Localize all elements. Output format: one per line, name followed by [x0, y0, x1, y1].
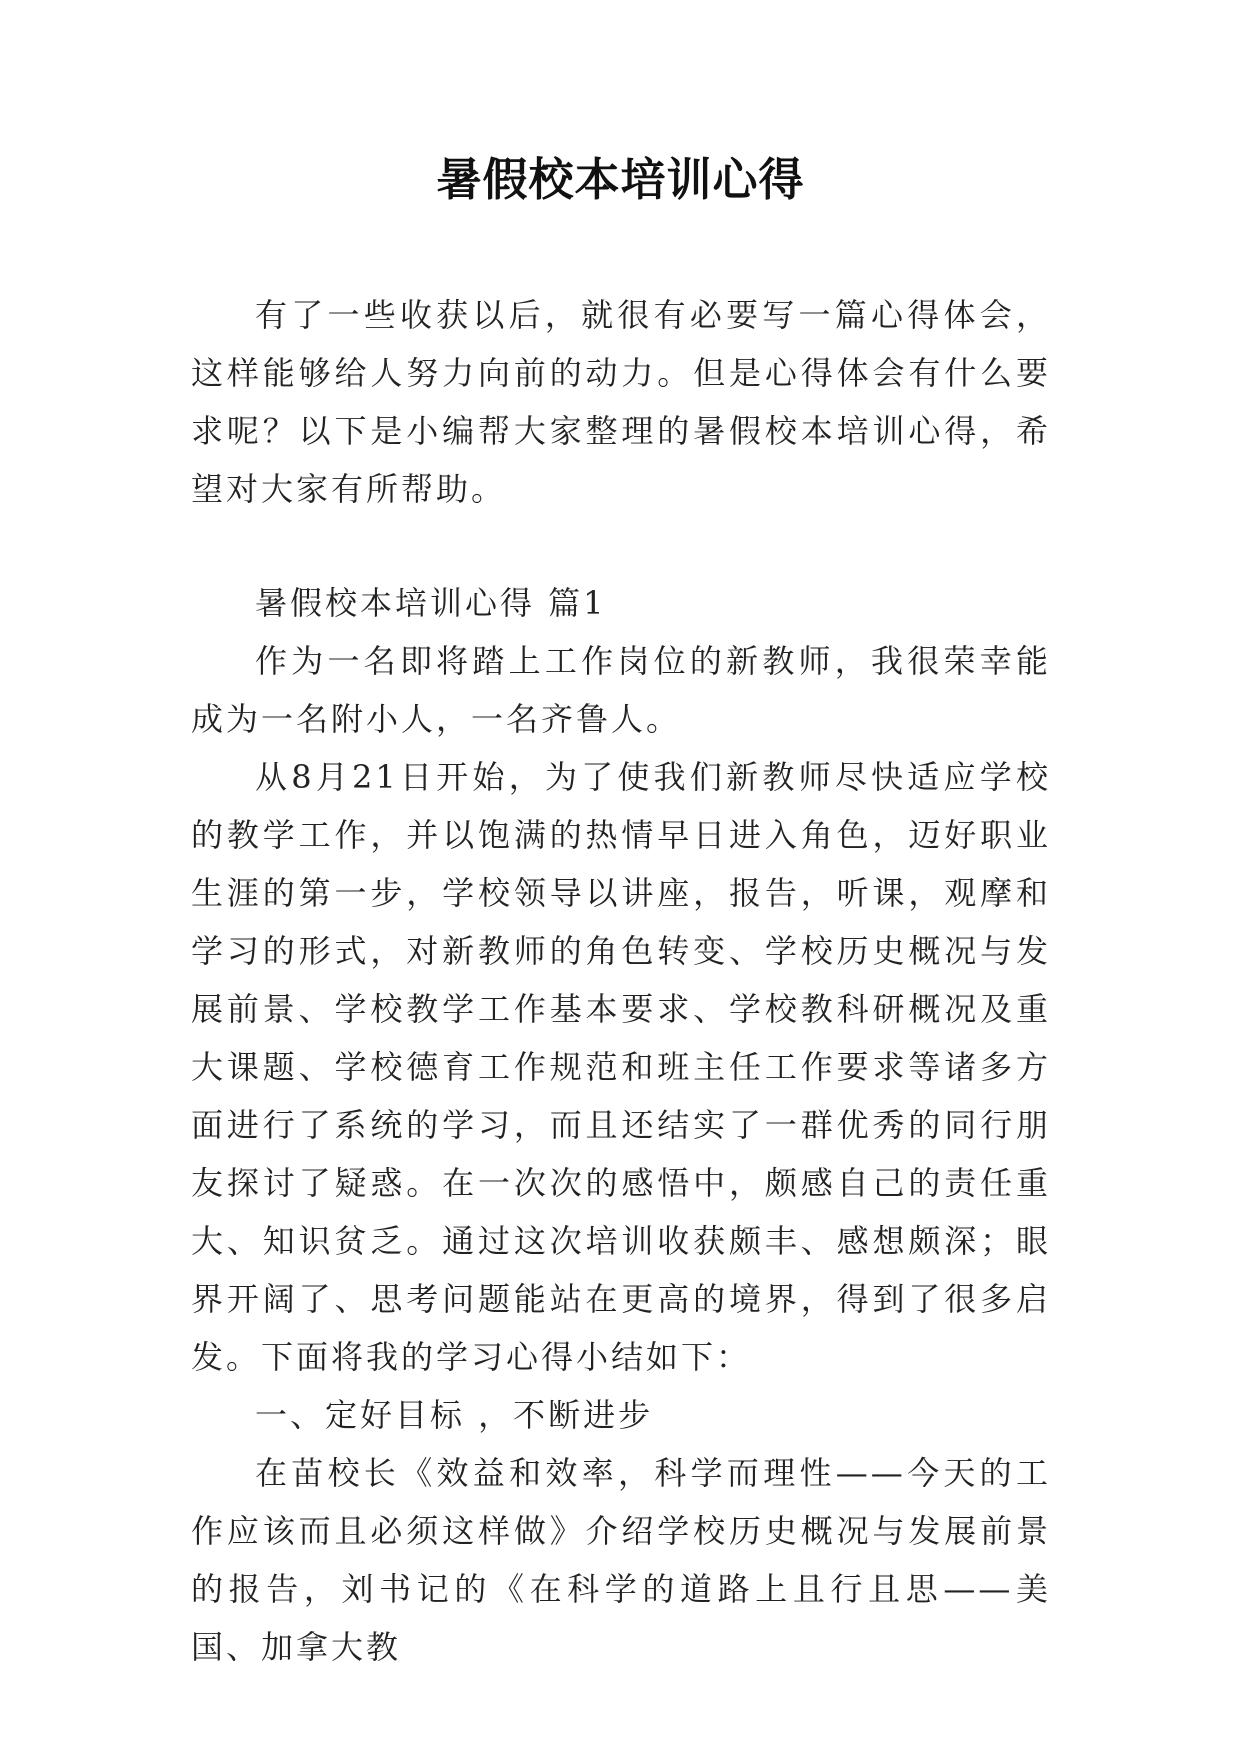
document-title: 暑假校本培训心得	[436, 153, 805, 206]
intro-paragraph: 有了一些收获以后，就很有必要写一篇心得体会，这样能够给人努力向前的动力。但是心得体会有什么要求呢？以下是小编帮大家整理的暑假校本培训心得，希望对大家有所帮助。	[191, 296, 1051, 508]
paragraph: 从8月21日开始，为了使我们新教师尽快适应学校的教学工作，并以饱满的热情早日进入角色，迈好职业生涯的第一步，学校领导以讲座，报告，听课，观摩和学习的形式，对新教师的角色转变、学校历史概况与发展前景、学校教学工作基本要求、学校教科研概况及重大课题、学校德育工作规范和班主任工作要求等诸多方面进行了系统的学习，而且还结实了一群优秀的同行朋友探讨了疑惑。在一次次的感悟中，颇感自己的责任重大、知识贫乏。通过这次培训收获颇丰、感想颇深；眼界开阔了、思考问题能站在更高的境界，得到了很多启发。下面将我的学习心得小结如下：	[191, 758, 1051, 1376]
main-content	[191, 574, 1051, 1676]
intro-block	[191, 286, 1051, 518]
subheading: 一、定好目标 ，不断进步	[255, 1396, 654, 1434]
paragraph: 作为一名即将踏上工作岗位的新教师，我很荣幸能成为一名附小人，一名齐鲁人。	[191, 642, 1051, 738]
paragraph: 在苗校长《效益和效率，科学而理性——今天的工作应该而且必须这样做》介绍学校历史概况与发展前景的报告，刘书记的《在科学的道路上且行且思——美国、加拿大教	[191, 1454, 1051, 1666]
section-heading: 暑假校本培训心得 篇1	[255, 584, 607, 622]
